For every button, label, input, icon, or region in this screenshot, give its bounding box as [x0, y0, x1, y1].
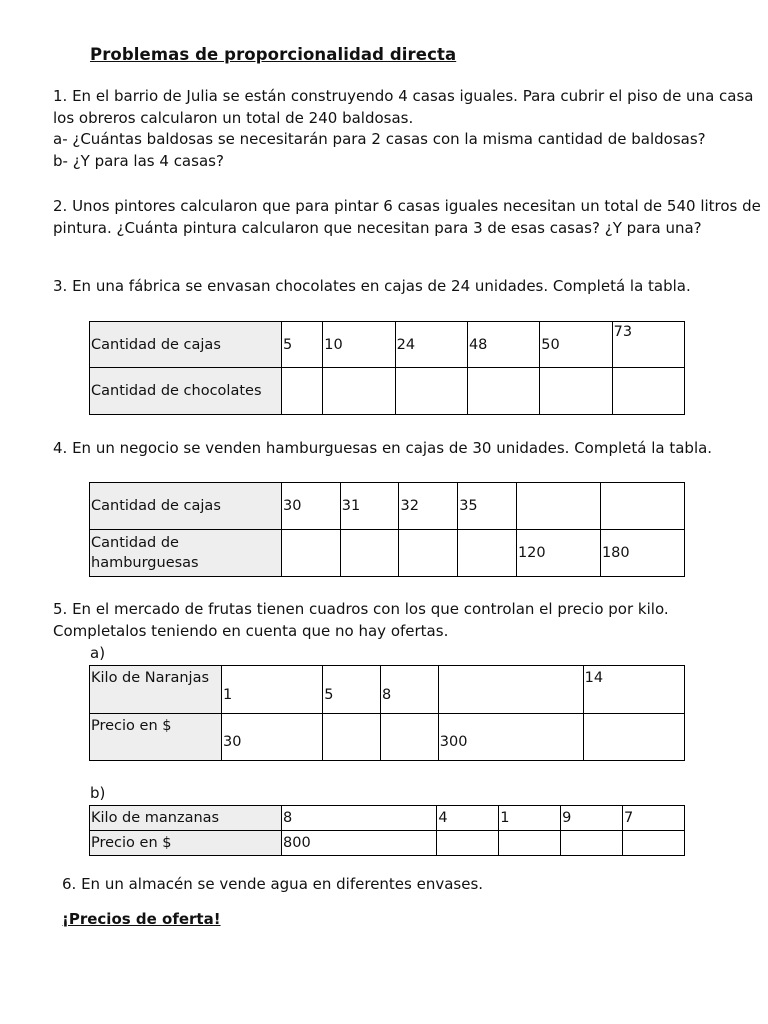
table-cell [612, 368, 684, 415]
table-cell [282, 368, 323, 415]
table-cell: 32 [399, 483, 458, 530]
table-cell: 35 [458, 483, 517, 530]
table-cell [399, 530, 458, 577]
problem-5 [53, 599, 669, 642]
table-cell: Cantidad de chocolates [90, 368, 282, 415]
table-cell [583, 714, 684, 761]
table-cell: 800 [282, 831, 437, 856]
problem-1-line-2: los obreros calcularon un total de 240 baldosas. [53, 108, 414, 127]
table-cell: 30 [222, 714, 323, 761]
table-cell [561, 831, 623, 856]
table-cell [623, 831, 685, 856]
table-row [90, 831, 685, 856]
table-cell [395, 368, 467, 415]
table-cell: 48 [467, 322, 539, 368]
table-cell: Kilo de manzanas [90, 806, 282, 831]
table-cell: 5 [323, 666, 381, 714]
table-cell [499, 831, 561, 856]
table-cell [600, 483, 684, 530]
table-cell: 14 [583, 666, 684, 714]
subpart-b-label: b) [90, 784, 106, 802]
problem-2 [53, 196, 761, 239]
table-cell: 8 [381, 666, 439, 714]
table-cell: 9 [561, 806, 623, 831]
table-cell [323, 368, 395, 415]
table-cell: 180 [600, 530, 684, 577]
table-cell: Cantidad de cajas [90, 322, 282, 368]
table-row [90, 666, 685, 714]
table-cell: 120 [516, 530, 600, 577]
hamburgers-table [89, 482, 685, 577]
table-row [90, 322, 685, 368]
table-row [90, 530, 685, 577]
table-cell: 8 [282, 806, 437, 831]
problem-4 [53, 438, 712, 460]
problem-1 [53, 86, 753, 172]
problem-2-line-2: pintura. ¿Cuánta pintura calcularon que necesitan para 3 de esas casas? ¿Y para una? [53, 218, 702, 237]
table-cell [540, 368, 612, 415]
table-cell [340, 530, 399, 577]
table-cell: 5 [282, 322, 323, 368]
problem-6 [62, 874, 483, 896]
table-cell: Kilo de Naranjas [90, 666, 222, 714]
problem-3 [53, 276, 691, 298]
table-cell: 1 [222, 666, 323, 714]
table-cell [458, 530, 517, 577]
table-cell: 73 [612, 322, 684, 368]
table-row [90, 368, 685, 415]
table-cell: Precio en $ [90, 714, 222, 761]
table-cell: 31 [340, 483, 399, 530]
apples-table [89, 805, 685, 856]
table-cell [438, 666, 583, 714]
oranges-table [89, 665, 685, 761]
table-cell [437, 831, 499, 856]
problem-6-text: 6. En un almacén se vende agua en diferentes envases. [62, 875, 484, 893]
row-label-line-1: Cantidad de [91, 535, 179, 551]
table-cell: Precio en $ [90, 831, 282, 856]
table-row [90, 806, 685, 831]
table-cell: 4 [437, 806, 499, 831]
problem-5-line-2: Completalos teniendo en cuenta que no hay ofertas. [53, 621, 449, 640]
problem-2-line-1: 2. Unos pintores calcularon que para pintar 6 casas iguales necesitan un total de 540 litros de [53, 197, 761, 215]
table-cell [90, 530, 282, 577]
problem-3-text: 3. En una fábrica se envasan chocolates en cajas de 24 unidades. Completá la tabla. [53, 277, 691, 295]
offer-heading: ¡Precios de oferta! [62, 910, 221, 928]
table-cell [381, 714, 439, 761]
problem-4-text: 4. En un negocio se venden hamburguesas en cajas de 30 unidades. Completá la tabla. [53, 439, 713, 457]
table-cell: 24 [395, 322, 467, 368]
table-cell [323, 714, 381, 761]
row-label-line-2: hamburguesas [91, 555, 199, 571]
table-cell: 10 [323, 322, 395, 368]
problem-1-line-4: b- ¿Y para las 4 casas? [53, 151, 224, 170]
problem-1-line-1: 1. En el barrio de Julia se están construyendo 4 casas iguales. Para cubrir el piso de una casa [53, 87, 754, 105]
table-cell: 7 [623, 806, 685, 831]
table-row [90, 483, 685, 530]
chocolates-table [89, 321, 685, 415]
table-cell: Cantidad de cajas [90, 483, 282, 530]
table-row [90, 714, 685, 761]
page-title: Problemas de proporcionalidad directa [90, 45, 457, 64]
table-cell [282, 530, 341, 577]
table-cell: 300 [438, 714, 583, 761]
problem-5-line-1: 5. En el mercado de frutas tienen cuadros con los que controlan el precio por kilo. [53, 600, 669, 618]
table-cell [516, 483, 600, 530]
table-cell: 50 [540, 322, 612, 368]
subpart-a-label: a) [90, 644, 106, 662]
table-cell: 30 [282, 483, 341, 530]
problem-1-line-3: a- ¿Cuántas baldosas se necesitarán para 2 casas con la misma cantidad de baldosas? [53, 130, 706, 148]
table-cell [467, 368, 539, 415]
table-cell: 1 [499, 806, 561, 831]
